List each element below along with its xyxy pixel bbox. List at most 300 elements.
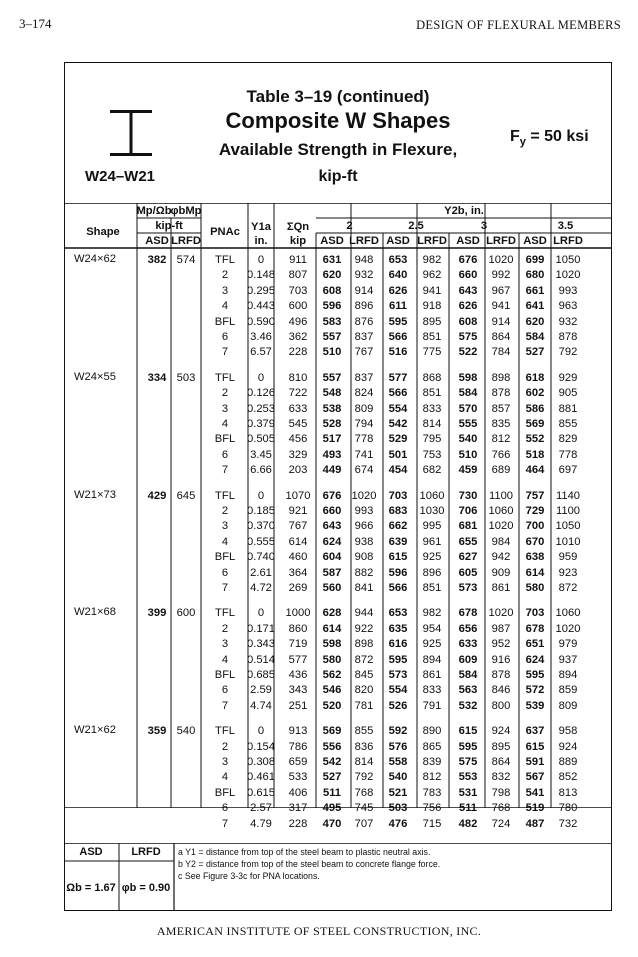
table-cell: 814 (422, 418, 442, 430)
table-cell: 522 (458, 346, 478, 359)
table-cell: 894 (558, 669, 578, 681)
table-cell: 605 (458, 566, 478, 579)
table-cell: 569 (322, 725, 342, 738)
table-cell: 552 (525, 433, 545, 446)
table-cell: 602 (525, 387, 545, 400)
table-cell: 228 (288, 346, 308, 359)
table-cell: 836 (354, 740, 374, 753)
table-cell: 942 (491, 551, 511, 564)
table-cell: 616 (388, 638, 408, 651)
table-cell: 614 (525, 566, 545, 579)
table-cell: 775 (422, 346, 442, 359)
table-cell: 600 (288, 300, 308, 313)
table-cell: 730 (458, 489, 478, 502)
table-cell: 898 (491, 371, 511, 384)
table-subtitle: Composite W Shapes (225, 108, 451, 133)
table-cell: 557 (322, 331, 342, 343)
table-cell: 678 (458, 607, 478, 620)
table-cell: 878 (558, 331, 578, 343)
table-cell: 944 (354, 607, 374, 620)
table-cell: 1030 (419, 505, 445, 517)
table-cell: 584 (525, 331, 545, 343)
mp-lrfd-value: 645 (176, 489, 196, 502)
table-cell: 732 (558, 817, 578, 830)
table-cell: 905 (558, 387, 578, 400)
table-cell: 889 (558, 756, 578, 768)
table-cell: 812 (491, 433, 511, 446)
mp-lrfd-value: 600 (176, 607, 196, 620)
table-cell: 2.57 (250, 802, 272, 815)
table-cell: 0.615 (247, 786, 275, 799)
table-cell: 724 (491, 817, 511, 830)
table-cell: 2.59 (250, 684, 272, 697)
table-cell: 707 (354, 817, 374, 830)
table-cell: 659 (288, 756, 308, 768)
table-cell: 0.740 (247, 551, 275, 564)
table-cell: 476 (388, 817, 408, 830)
shape-designation: W21×68 (74, 606, 116, 619)
table-cell: 909 (491, 566, 511, 579)
shape-range: W24–W21 (85, 168, 156, 185)
table-cell: 0 (257, 607, 265, 620)
table-cell: 595 (388, 315, 408, 328)
table-cell: 615 (458, 725, 478, 738)
table-cell: 626 (388, 284, 408, 297)
table-cell: 516 (388, 346, 408, 359)
table-cell: 878 (491, 669, 511, 681)
table-cell: 908 (354, 551, 374, 564)
table-cell: 895 (422, 315, 442, 328)
table-cell: 0.370 (247, 520, 275, 533)
table-cell: 637 (525, 725, 545, 738)
table-cell: 580 (322, 653, 342, 666)
table-cell: 778 (558, 448, 578, 461)
table-cell: 855 (354, 725, 374, 738)
table-cell: 0.461 (247, 771, 275, 784)
table-cell: 1000 (285, 607, 311, 620)
table-cell: 932 (354, 269, 374, 282)
table-cell: 895 (491, 740, 511, 753)
table-cell: 741 (354, 448, 374, 461)
table-cell: 6 (221, 684, 229, 697)
table-cell: 0.590 (247, 315, 275, 328)
table-cell: 812 (422, 771, 442, 784)
table-cell: 618 (525, 371, 545, 384)
table-cell: 651 (525, 638, 545, 651)
footnote: c See Figure 3-3c for PNA locations. (178, 871, 320, 881)
table-cell: 611 (388, 300, 408, 313)
table-cell: 510 (458, 448, 478, 461)
table-cell: 655 (458, 535, 478, 548)
table-cell: 794 (354, 418, 374, 430)
table-cell: 813 (558, 786, 578, 799)
table-cell: 846 (491, 684, 511, 697)
table-cell: 638 (525, 551, 545, 564)
table-cell: 557 (322, 371, 342, 384)
table-cell: 580 (525, 582, 545, 594)
table-cell: 614 (288, 535, 308, 548)
header-lrfd: LRFD (553, 235, 583, 247)
table-cell: 757 (525, 489, 545, 502)
table-cell: 7 (221, 464, 229, 477)
table-cell: 640 (388, 269, 408, 282)
table-cell: 460 (288, 551, 308, 564)
table-cell: 841 (354, 582, 374, 594)
table-cell: 2 (221, 269, 229, 282)
table-cell: 615 (525, 740, 545, 753)
table-cell: 861 (422, 669, 442, 681)
table-cell: 6.57 (250, 346, 272, 359)
table-cell: 829 (558, 433, 578, 446)
table-cell: 6 (221, 802, 229, 815)
table-cell: 780 (558, 802, 578, 815)
table-cell: 767 (354, 346, 374, 359)
table-cell: 0.185 (247, 505, 275, 517)
header-y2-value: 3 (480, 220, 488, 232)
table-cell: 577 (288, 653, 308, 666)
table-cell: 0.379 (247, 418, 275, 430)
table-cell: 624 (322, 535, 342, 548)
table-cell: 3.45 (250, 448, 272, 461)
table-cell: 641 (525, 300, 545, 313)
table-cell: 824 (354, 387, 374, 400)
table-cell: 963 (558, 300, 578, 313)
table-cell: 449 (322, 464, 342, 477)
table-cell: 584 (458, 669, 478, 681)
table-cell: 542 (322, 756, 342, 768)
table-cell: 548 (322, 387, 342, 400)
table-cell: 851 (422, 582, 442, 594)
table-footer (64, 843, 612, 911)
table-cell: 639 (388, 535, 408, 548)
table-cell: 670 (525, 535, 545, 548)
table-cell: 1140 (555, 489, 581, 502)
table-cell: 251 (288, 699, 308, 712)
table-cell: 577 (388, 371, 408, 384)
table-cell: 992 (491, 269, 511, 282)
header-lrfd: LRFD (417, 235, 447, 247)
table-cell: 567 (525, 771, 545, 784)
table-cell: 529 (388, 433, 408, 446)
table-cell: 609 (458, 653, 478, 666)
table-cell: 833 (422, 402, 442, 415)
mp-asd-value: 382 (147, 254, 167, 266)
table-cell: 786 (288, 740, 308, 753)
table-cell: 855 (558, 418, 578, 430)
table-cell: 792 (558, 346, 578, 359)
table-cell: 584 (458, 387, 478, 400)
table-cell: 851 (422, 331, 442, 343)
table-cell: 464 (525, 464, 545, 477)
table-cell: 1020 (351, 489, 377, 502)
table-cell: 852 (558, 771, 578, 784)
table-cell: 890 (422, 725, 442, 738)
table-cell: 653 (388, 607, 408, 620)
table-cell: 881 (558, 402, 578, 415)
shape-designation: W21×62 (74, 724, 116, 737)
table-cell: 656 (458, 622, 478, 635)
header-asd: ASD (456, 235, 480, 247)
table-cell: 556 (322, 740, 342, 753)
mp-lrfd-value: 574 (176, 254, 196, 266)
table-cell: 798 (491, 786, 511, 799)
header-y2-value: 2.5 (408, 220, 424, 232)
table-cell: 781 (354, 699, 374, 712)
table-cell: 364 (288, 566, 308, 579)
table-cell: 0.443 (247, 300, 275, 313)
table-cell: 0 (257, 725, 265, 738)
header-sumq: ΣQn (286, 221, 310, 233)
table-cell: 608 (458, 315, 478, 328)
table-cell: 703 (288, 284, 308, 297)
table-title: Table 3–19 (continued) (246, 87, 430, 106)
table-cell: 7 (221, 699, 229, 712)
table-cell: 546 (322, 684, 342, 697)
table-cell: 4.72 (250, 582, 272, 594)
table-cell: 1060 (488, 505, 514, 517)
header-y1-unit: in. (254, 235, 268, 247)
table-cell: TFL (215, 254, 235, 266)
table-cell: 628 (322, 607, 342, 620)
table-cell: 894 (422, 653, 442, 666)
table-cell: 0.555 (247, 535, 275, 548)
table-cell: 932 (558, 315, 578, 328)
table-cell: 766 (491, 448, 511, 461)
table-cell: 631 (322, 254, 342, 266)
table-cell: 703 (388, 489, 408, 502)
table-cell: 620 (525, 315, 545, 328)
table-cell: 676 (458, 254, 478, 266)
table-cell: 913 (288, 725, 308, 738)
header-asd: ASD (145, 235, 169, 247)
table-cell: 832 (491, 771, 511, 784)
table-cell: 0 (257, 254, 265, 266)
table-cell: 4 (221, 418, 229, 430)
table-subtitle2: Available Strength in Flexure, (218, 140, 458, 159)
table-cell: 768 (491, 802, 511, 815)
table-cell: 0.154 (247, 740, 275, 753)
footer-lrfd: LRFD (131, 846, 161, 858)
table-cell: 689 (491, 464, 511, 477)
table-cell: 4 (221, 771, 229, 784)
table-cell: 2 (221, 387, 229, 400)
table-cell: 745 (354, 802, 374, 815)
table-cell: 633 (288, 402, 308, 415)
table-cell: 678 (525, 622, 545, 635)
table-cell: 595 (525, 669, 545, 681)
table-cell: 680 (525, 269, 545, 282)
header-lrfd: LRFD (486, 235, 516, 247)
header-mp: Mp/Ωb (136, 205, 172, 217)
table-cell: 0.148 (247, 269, 275, 282)
table-cell: 1060 (555, 607, 581, 620)
table-cell: 496 (288, 315, 308, 328)
table-cell: TFL (215, 371, 235, 384)
table-cell: 674 (354, 464, 374, 477)
table-cell: 681 (458, 520, 478, 533)
table-cell: 604 (322, 551, 342, 564)
table-cell: 795 (422, 433, 442, 446)
header-asd: ASD (320, 235, 344, 247)
table-cell: 859 (558, 684, 578, 697)
running-head: DESIGN OF FLEXURAL MEMBERS (416, 18, 621, 32)
table-cell: 563 (458, 684, 478, 697)
table-cell: 595 (458, 740, 478, 753)
table-cell: 576 (388, 740, 408, 753)
table-units: kip-ft (318, 168, 358, 185)
table-cell: 520 (322, 699, 342, 712)
table-cell: 626 (458, 300, 478, 313)
table-cell: 1020 (555, 269, 581, 282)
footnote: a Y1 = distance from top of the steel beam to plastic neutral axis. (178, 847, 431, 857)
fy-label: $F_y = 50$ ksi (510, 128, 589, 149)
table-cell: 573 (458, 582, 478, 594)
table-cell: 7 (221, 582, 229, 594)
table-cell: 0.505 (247, 433, 275, 446)
table-cell: 839 (422, 756, 442, 768)
table-cell: 706 (458, 505, 478, 517)
table-cell: 527 (525, 346, 545, 359)
table-cell: 722 (288, 387, 308, 400)
table-cell: 784 (491, 346, 511, 359)
table-cell: 791 (422, 699, 442, 712)
table-cell: 614 (322, 622, 342, 635)
table-cell: 4 (221, 653, 229, 666)
table-cell: 517 (322, 433, 342, 446)
table-cell: 868 (422, 371, 442, 384)
table-cell: 1020 (488, 607, 514, 620)
table-cell: 1070 (285, 489, 311, 502)
table-cell: 3.46 (250, 331, 272, 343)
table-cell: 876 (354, 315, 374, 328)
table-cell: 511 (322, 786, 342, 799)
table-cell: 898 (354, 638, 374, 651)
table-cell: 814 (354, 756, 374, 768)
table-cell: 519 (525, 802, 545, 815)
table-cell: 911 (289, 254, 307, 266)
header-asd: ASD (386, 235, 410, 247)
table-cell: 518 (525, 448, 545, 461)
mp-asd-value: 359 (147, 725, 167, 738)
table-cell: 768 (354, 786, 374, 799)
table-cell: 1020 (488, 520, 514, 533)
table-cell: 941 (491, 300, 511, 313)
table-cell: 865 (422, 740, 442, 753)
table-cell: 540 (388, 771, 408, 784)
shape-designation: W24×55 (74, 370, 116, 383)
table-cell: 941 (422, 284, 442, 297)
table-cell: 0.253 (247, 402, 275, 415)
table-cell: 923 (558, 566, 578, 579)
table-cell: 700 (525, 520, 545, 533)
table-cell: 878 (491, 387, 511, 400)
table-cell: 753 (422, 448, 442, 461)
table-cell: 715 (422, 817, 442, 830)
table-cell: 0.126 (247, 387, 275, 400)
table-cell: 521 (388, 786, 408, 799)
table-cell: 872 (354, 653, 374, 666)
table-cell: 783 (422, 786, 442, 799)
table-cell: 792 (354, 771, 374, 784)
mp-asd-value: 334 (147, 371, 167, 384)
table-cell: 459 (458, 464, 478, 477)
table-cell: 570 (458, 402, 478, 415)
table-cell: 2 (221, 622, 229, 635)
table-cell: 662 (388, 520, 408, 533)
table-cell: 527 (322, 771, 342, 784)
table-cell: TFL (215, 607, 235, 620)
table-cell: 560 (322, 582, 342, 594)
table-cell: 575 (458, 756, 478, 768)
table-cell: 1100 (488, 489, 514, 502)
table-cell: 329 (288, 448, 308, 461)
table-cell: 857 (491, 402, 511, 415)
table-cell: 598 (458, 371, 478, 384)
table-cell: 0.685 (247, 669, 275, 681)
table-cell: 501 (388, 448, 408, 461)
header-shape: Shape (86, 226, 120, 238)
header-y2-value: 3.5 (557, 220, 574, 232)
table-cell: 6 (221, 331, 229, 343)
table-cell: 554 (388, 402, 408, 415)
table-cell: 958 (558, 725, 578, 738)
table-cell: 6.66 (250, 464, 272, 477)
table-cell: 620 (322, 269, 342, 282)
table-cell: 851 (422, 387, 442, 400)
table-cell: 921 (288, 505, 308, 517)
table-cell: 809 (558, 699, 578, 712)
table-cell: 503 (388, 802, 408, 815)
table-cell: 0.171 (247, 622, 275, 635)
mp-asd-value: 399 (147, 607, 167, 620)
table-cell: 864 (491, 331, 511, 343)
table-cell: 860 (288, 622, 308, 635)
strength-table (64, 203, 612, 830)
table-cell: 495 (322, 802, 342, 815)
table-cell: 7 (221, 346, 229, 359)
table-cell: TFL (215, 725, 235, 738)
mp-lrfd-value: 540 (176, 725, 196, 738)
table-cell: 896 (354, 300, 374, 313)
table-cell: 833 (422, 684, 442, 697)
table-cell: 929 (558, 371, 578, 384)
table-cell: 598 (322, 638, 342, 651)
table-cell: BFL (214, 433, 236, 446)
table-cell: 555 (458, 418, 478, 430)
table-cell: 924 (558, 740, 578, 753)
table-cell: 1020 (555, 622, 581, 635)
footer-phi: φb = 0.90 (121, 882, 171, 894)
footer-omega: Ωb = 1.67 (66, 882, 116, 894)
table-cell: 540 (458, 433, 478, 446)
table-cell: 653 (388, 254, 408, 266)
table-cell: 918 (422, 300, 442, 313)
table-cell: 967 (491, 284, 511, 297)
header-y2: Y2b, in. (444, 205, 484, 217)
header-asd: ASD (523, 235, 547, 247)
table-cell: 608 (322, 284, 342, 297)
table-cell: 660 (322, 505, 342, 517)
table-cell: 922 (354, 622, 374, 635)
table-cell: 872 (558, 582, 578, 594)
header-pna: PNAc (210, 226, 240, 238)
table-cell: 3 (221, 520, 229, 533)
table-cell: 896 (422, 566, 442, 579)
table-cell: 545 (288, 418, 308, 430)
table-cell: 615 (388, 551, 408, 564)
table-cell: 0 (257, 371, 265, 384)
table-cell: 820 (354, 684, 374, 697)
